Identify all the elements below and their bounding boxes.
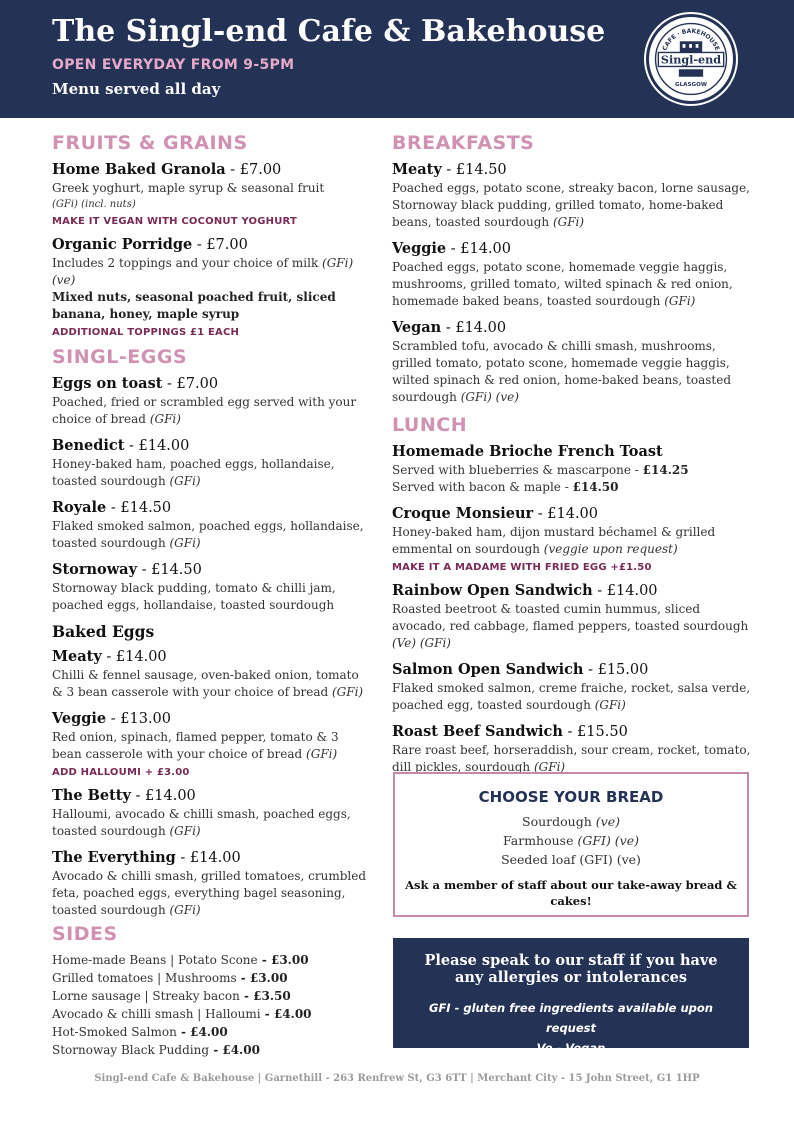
item-price: - £13.00 <box>106 711 172 727</box>
item-tag: (GFi) <box>664 294 696 308</box>
vegan-legend: Ve - Vegan <box>536 1041 606 1055</box>
item-price: - £14.50 <box>137 562 202 578</box>
right-column <box>392 128 754 784</box>
item-price: - £15.50 <box>562 724 628 740</box>
item-name: Meaty <box>52 648 102 665</box>
opening-hours: OPEN EVERYDAY FROM 9-5PM <box>52 57 295 73</box>
list-item: Hot-Smoked Salmon - £4.00 <box>52 1025 228 1039</box>
item-price: - £14.50 <box>441 162 507 178</box>
item-tag: (GFi) <box>169 824 201 838</box>
menu-item-roast-beef <box>392 722 754 776</box>
footer-addresses: Singl-end Cafe & Bakehouse | Garnethill - 263 Renfrew St, G3 6TT | Merchant City - 15 John Street, G1 1HP <box>94 1073 700 1084</box>
item-tag: (GFi) <box>533 760 566 774</box>
logo-bottom-text: GLASGOW <box>674 82 708 89</box>
item-name: Eggs on toast <box>52 375 163 392</box>
item-desc: Avocado & chilli smash, grilled tomatoes, crumbled feta, poached eggs, everything bagel seasoning, toasted sourdough <box>52 869 367 917</box>
item-tag: (GFi) (ve) <box>52 256 354 287</box>
item-desc: Honey-baked ham, dijon mustard béchamel & grilled emmental on sourdough <box>392 525 716 556</box>
item-name: Roast Beef Sandwich <box>392 723 563 740</box>
bread-title: CHOOSE YOUR BREAD <box>478 788 664 806</box>
cafe-logo <box>646 14 736 104</box>
menu-item-benedict <box>52 436 370 490</box>
item-desc: Honey-baked ham, poached eggs, hollandaise, toasted sourdough <box>52 457 335 488</box>
item-price: - £14.00 <box>592 583 658 599</box>
item-tag: (GFi) (ve) <box>460 390 519 404</box>
item-desc: Poached, fried or scrambled egg served with your choice of bread <box>52 395 357 426</box>
sides-list <box>52 951 370 1059</box>
menu-item-royale <box>52 498 370 552</box>
item-price: - £7.00 <box>192 237 248 253</box>
item-desc: Chilli & fennel sausage, oven-baked onion, tomato & 3 bean casserole with your choice of bread <box>52 668 359 699</box>
item-tag: (veggie upon request) <box>543 542 678 556</box>
item-desc: Served with blueberries & mascarpone - <box>392 463 643 477</box>
item-name: Veggie <box>52 710 107 727</box>
item-price: £14.25 <box>642 463 689 477</box>
menu-item-rainbow <box>392 581 754 652</box>
item-name: Meaty <box>392 161 442 178</box>
item-desc: Flaked smoked salmon, creme fraiche, rocket, salsa verde, poached egg, toasted sourdough <box>392 681 751 712</box>
item-desc: Poached eggs, potato scone, streaky bacon, lorne sausage, Stornoway black pudding, grilled tomato, home-baked beans, toasted sourdough <box>392 181 750 229</box>
item-desc: Roasted beetroot & toasted cumin hummus, sliced avocado, red cabbage, flamed peppers, toasted sourdough <box>392 602 749 633</box>
left-column <box>52 128 370 1059</box>
item-name: Homemade Brioche French Toast <box>392 443 663 460</box>
item-desc: Stornoway black pudding, tomato & chilli jam, poached eggs, hollandaise, toasted sourdough <box>52 581 336 612</box>
item-tag: (GFi) <box>594 698 626 712</box>
menu-item-breakfast-veggie <box>392 239 754 310</box>
menu-served-note: Menu served all day <box>52 80 221 98</box>
choose-bread-box <box>393 772 749 917</box>
item-price: - £7.00 <box>162 376 219 392</box>
item-desc: Red onion, spinach, flamed pepper, tomato & 3 bean casserole with your choice of bread <box>52 730 339 761</box>
list-item: Home-made Beans | Potato Scone - £3.00 <box>52 953 309 967</box>
menu-item-salmon <box>392 660 754 714</box>
list-item: Lorne sausage | Streaky bacon - £3.50 <box>52 989 291 1003</box>
porridge-note: ADDITIONAL TOPPINGS £1 EACH <box>52 327 240 338</box>
item-tag: (GFi) <box>149 412 181 426</box>
item-price: £14.50 <box>572 480 619 494</box>
baked-eggs-title: Baked Eggs <box>52 622 155 641</box>
logo-name: Singl-end <box>660 52 722 67</box>
menu-item-porridge <box>52 235 370 323</box>
menu-item-breakfast-vegan <box>392 318 754 406</box>
list-item: Grilled tomatoes | Mushrooms - £3.00 <box>52 971 288 985</box>
list-item: Stornoway Black Pudding - £4.00 <box>52 1043 260 1057</box>
item-name: Stornoway <box>52 561 137 578</box>
section-breakfasts-title: BREAKFASTS <box>392 132 535 154</box>
list-item: Avocado & chilli smash | Halloumi - £4.00 <box>52 1007 312 1021</box>
item-price: - £14.00 <box>175 850 241 866</box>
item-name: Rainbow Open Sandwich <box>392 582 593 599</box>
item-name: Vegan <box>392 319 442 336</box>
item-desc: Flaked smoked salmon, poached eggs, hollandaise, toasted sourdough <box>52 519 364 550</box>
menu-item-granola <box>52 160 370 212</box>
porridge-toppings: Mixed nuts, seasonal poached fruit, sliced banana, honey, maple syrup <box>52 290 336 321</box>
item-tag: (Ve) (GFi) <box>392 636 451 650</box>
item-price: - £14.50 <box>106 500 172 516</box>
header-banner <box>0 0 794 118</box>
menu-item-stornoway <box>52 560 370 614</box>
menu-item-brioche <box>392 442 754 496</box>
menu-item-croque <box>392 504 754 558</box>
logo-top-text: CAFE · BAKEHOUSE <box>661 27 721 52</box>
item-tag: (GFi) <box>169 474 201 488</box>
section-lunch-title: LUNCH <box>392 414 468 436</box>
bread-option: Seeded loaf (GFI) (ve) <box>501 852 641 867</box>
bread-option: Sourdough (ve) <box>522 814 620 829</box>
item-name: Royale <box>52 499 107 516</box>
menu-item-everything <box>52 848 370 919</box>
item-desc: Scrambled tofu, avocado & chilli smash, mushrooms, grilled tomato, potato scone, homemade veggie haggis, wilted spinach & red onion, home-baked beans, toasted sourdough <box>392 339 732 404</box>
item-price: - £14.00 <box>441 320 507 336</box>
page-title: The Singl-end Cafe & Bakehouse <box>52 14 606 49</box>
item-tag: (GFi) <box>306 747 338 761</box>
menu-item-betty <box>52 786 370 840</box>
item-name: Benedict <box>52 437 125 454</box>
item-desc: Rare roast beef, horseraddish, sour cream, rocket, tomato, dill pickles, sourdough <box>392 743 751 774</box>
item-desc: Served with bacon & maple - <box>392 480 573 494</box>
item-name: Salmon Open Sandwich <box>392 661 584 678</box>
bread-option: Farmhouse (GFI) (ve) <box>502 833 640 848</box>
item-tag: (GFi) <box>552 215 585 229</box>
item-price: - £14.00 <box>101 649 167 665</box>
item-tag: (GFi) <box>332 685 364 699</box>
allergy-message: Please speak to our staff if you have any allergies or intolerances <box>424 952 718 986</box>
allergy-notice <box>393 938 749 1055</box>
item-price: - £14.00 <box>533 506 599 522</box>
item-desc: Halloumi, avocado & chilli smash, poached eggs, toasted sourdough <box>52 807 351 838</box>
halloumi-note: ADD HALLOUMI + £3.00 <box>52 767 190 778</box>
menu-item-baked-meaty <box>52 647 370 701</box>
menu-item-baked-veggie <box>52 709 370 763</box>
item-price: - £14.00 <box>446 241 512 257</box>
item-price: - £14.00 <box>130 788 196 804</box>
gfi-legend: GFI - gluten free ingredients available upon request <box>429 1001 713 1035</box>
item-price: - £14.00 <box>124 438 190 454</box>
menu-item-eggs-on-toast <box>52 374 370 428</box>
item-name: Veggie <box>392 240 447 257</box>
item-tag: (GFi) <box>169 903 201 917</box>
madame-note: MAKE IT A MADAME WITH FRIED EGG +£1.50 <box>392 562 652 573</box>
item-price: - £7.00 <box>225 162 282 178</box>
item-desc: Poached eggs, potato scone, homemade veggie haggis, mushrooms, grilled tomato, wilted spinach & red onion, homemade baked beans, toasted sourdough <box>392 260 733 308</box>
item-tag: (GFi) (incl. nuts) <box>52 199 136 210</box>
item-desc: Greek yoghurt, maple syrup & seasonal fruit <box>52 181 325 195</box>
item-name: The Everything <box>52 849 176 866</box>
item-desc: Includes 2 toppings and your choice of milk <box>52 256 323 270</box>
granola-note: MAKE IT VEGAN WITH COCONUT YOGHURT <box>52 216 297 227</box>
item-name: Organic Porridge <box>52 236 193 253</box>
item-name: Croque Monsieur <box>392 505 534 522</box>
section-eggs-title: SINGL-EGGS <box>52 346 188 368</box>
menu-item-breakfast-meaty <box>392 160 754 231</box>
item-name: Home Baked Granola <box>52 161 226 178</box>
takeaway-note: Ask a member of staff about our take-away bread & cakes! <box>405 878 737 908</box>
item-tag: (GFi) <box>169 536 201 550</box>
section-fruits-title: FRUITS & GRAINS <box>52 132 248 154</box>
section-sides-title: SIDES <box>52 923 118 945</box>
item-price: - £15.00 <box>583 662 649 678</box>
item-name: The Betty <box>52 787 131 804</box>
